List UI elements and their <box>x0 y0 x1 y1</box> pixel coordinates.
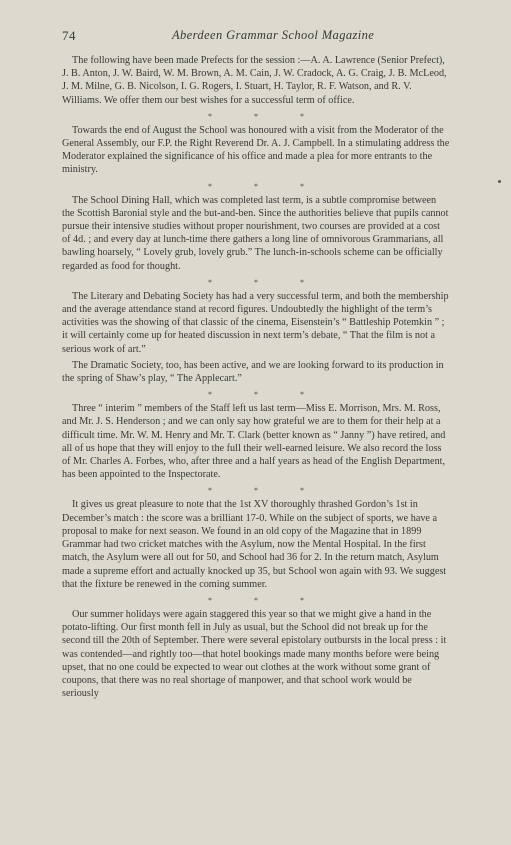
running-head: Aberdeen Grammar School Magazine <box>172 28 375 42</box>
paragraph-summer-holidays: Our summer holidays were again staggered this year so that we might give a hand in the potato-lifting. Our first month fell in July as usual, but the School did not break up for the second till the 20th of September. There were several epistolary outbursts in the local press : it was contended—and rightly too—that hotel bookings made many months before were being upset, that no one could be expected to wear out clothes at the work without some grant of coupons, that there was no real shortage of manpower, and that school work would be seriously <box>62 608 447 700</box>
print-speck <box>498 180 501 183</box>
page-header <box>0 28 511 48</box>
paragraph-dining-hall: The School Dining Hall, which was completed last term, is a subtle compromise between the Scottish Baronial style and the but-and-ben. Since the authorities believe that pupils cannot pursue their intensive studies without proper nourishment, two courses are provided at a cost of 4d. ; and every day at lunch-time there gathers a long line of omnivorous Grammarians, all bawling hoarsely, “ Lovely grub, lovely grub.” The lunch-in-schools scheme can be officially regarded as food for thought. <box>62 194 449 272</box>
paragraph-literary-society: The Literary and Debating Society has had a very successful term, and both the membership and the average attendance stand at record figures. Undoubtedly the highlight of the term’s activities was the showing of that classic of the cinema, Eisenstein’s “ Battleship Potemkin ” ; it will certainly come up for heated discussion in next term’s debate, “ That the film is not a serious work of art.” <box>62 290 449 355</box>
article-body <box>62 54 450 703</box>
section-separator: * * * <box>208 595 324 605</box>
page-number: 74 <box>62 28 76 43</box>
paragraph-moderator-visit: Towards the end of August the School was honoured with a visit from the Moderator of the General Assembly, our F.P. the Right Reverend Dr. A. J. Campbell. In a stimulating address the Moderator explained the significance of his office and made a plea for more entrants to the ministry. <box>62 124 450 176</box>
section-separator: * * * <box>208 390 324 400</box>
paragraph-sports: It gives us great pleasure to note that the 1st XV thoroughly thrashed Gordon’s 1st in December’s match : the score was a brilliant 17-0. While on the subject of sports, we have a proposal to make for next season. We found in an old copy of the Magazine that in 1899 Grammar had two cricket matches with the Asylum, now the Mental Hospital. In the first match, the Asylum were all out for 50, and School had 36 for 2. In the return match, Asylum made a supreme effort and actually knocked up 35, but School won again with 93. We suggest that the fixture be renewed in the coming summer. <box>62 499 447 590</box>
paragraph-dramatic-society: The Dramatic Society, too, has been active, and we are looking forward to its production in the spring of Shaw’s play, “ The Applecart.” <box>62 359 444 385</box>
section-separator: * * * <box>208 277 324 287</box>
section-separator: * * * <box>208 181 324 191</box>
section-separator: * * * <box>208 111 324 121</box>
paragraph-staff-changes: Three “ interim ” members of the Staff left us last term—Miss E. Morrison, Mrs. M. Ross, and Mr. J. S. Henderson ; and we can only say how grateful we are to them for their help at a difficult time. Mr. W. M. Henry and Mr. T. Clark (better known as “ Janny ”) have retired, and all of us hope that they will enjoy to the full their well-earned leisure. We also record the loss of Mr. Charles A. Forbes, who, after three and a half years as head of the English Department, has been appointed to the Inspectorate. <box>62 403 446 481</box>
paragraph-prefects: The following have been made Prefects for the session :—A. A. Lawrence (Senior Prefect), J. B. Anton, J. W. Baird, W. M. Brown, A. M. Cain, J. W. Cradock, A. G. Craig, J. B. McLeod, J. M. Milne, G. B. Nicolson, I. G. Rogers, I. Stuart, H. Taylor, R. F. Watson, and R. V. Williams. We offer them our best wishes for a successful term of office. <box>62 55 447 106</box>
section-separator: * * * <box>208 486 324 496</box>
